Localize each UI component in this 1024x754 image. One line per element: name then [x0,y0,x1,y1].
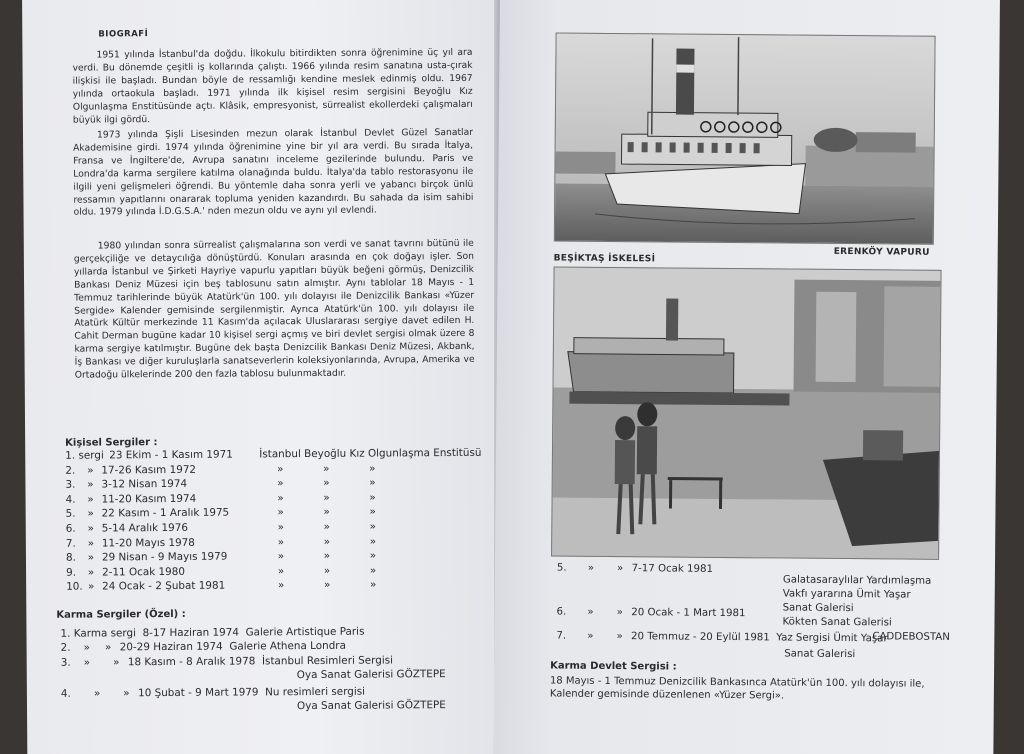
ditto-mark: » [323,579,331,592]
row-place: Nu resimleri sergisi [265,685,366,699]
personal-exhibition-row [65,477,377,491]
row-date: 8-17 Haziran 1974 [142,626,240,640]
row-date: 2-11 Ocak 1980 [102,565,186,579]
left-page [22,0,505,754]
ditto-mark: » [277,579,285,592]
ferry-photo-besiktas [551,266,942,559]
group-exhibitions-title: Karma Sergiler (Özel) : [56,608,186,621]
ditto-mark: » [369,578,377,591]
row-date: 24 Ocak - 2 Şubat 1981 [102,579,226,593]
caption-erenkoy-ferry: ERENKÖY VAPURU [833,246,930,258]
bio-paragraph-3: 1980 yılından sonra sürrealist çalışmalarına son verdi ve sanat tavrını bütünü ile gerçekçiliğe ve detaycılığa dönüştürdü. Konuları arasında en çok doğayı işler. Son yıllarda İstanbul ve Şirketi Hayriye vapurlu yapıtları büyük beğeni görmüş, Denizcilik Bankası Deniz Müzesi için beş tablosunu satın almıştır. Aynı tablolar 18 Mayıs - 1 Temmuz tarihlerinde büyük Atatürk'ün 100. yılı dolayısı ile Denizcilik Bankası «Yüzer Sergide» Kalender gemisinde sergilenmiştir. Ayrıca Atatürk'ün 100. yılı dolayısı ile Atatürk Kültür merkezinde 11 Kasım'da açılacak Uluslararası sergiye davet edilen H. Cahit Derman bugüne kadar 10 kişisel sergi açmış ve biri devlet sergisi olmak üzere 8 karma sergiye katılmıştır. Bugüne dek başta Denizcilik Bankası Deniz Müzesi, Akbank, İş Bankası ve diğer kuruluşlarla sanatseverlerin koleksiyonlarında, Avrupa, Amerika ve Ortadoğu ülkelerinde 200 den fazla tablosu bulunmaktadır. [73,237,475,381]
personal-exhibition-row [66,521,378,535]
row-number: 10. [66,580,83,594]
ditto-mark: » [323,535,331,548]
group-exhibition-place-line: Oya Sanat Galerisi GÖZTEPE [296,668,446,682]
ditto-mark: » [369,476,376,489]
row-date: 11-20 Kasım 1974 [101,492,197,506]
ditto-mark: » [277,491,284,505]
row-date: 7-17 Ocak 1981 [631,563,714,575]
ditto-mark: » [87,464,94,477]
row-number: 7. [65,537,76,550]
row-date: 23 Ekim - 1 Kasım 1971 [109,448,233,462]
ditto-mark: » [323,506,330,519]
row-number: 2. [65,464,76,477]
right-row-place: Galatasaraylılar Yardımlaşma [782,574,932,587]
ditto-mark: » [277,477,284,490]
row-date: 22 Kasım - 1 Aralık 1975 [101,506,230,520]
right-row-place: Kökten Sanat Galerisi [782,616,892,629]
right-exhibition-row [557,563,713,575]
personal-exhibition-row [66,535,378,549]
ditto-mark: » [87,522,94,535]
ditto-mark: » [323,462,330,475]
ditto-mark: » [369,535,377,548]
ditto-mark: » [277,462,284,475]
ditto-mark: » [87,580,95,593]
right-row-place: Sanat Galerisi [782,602,854,615]
state-exhibition-text: 18 Mayıs - 1 Temmuz Denizcilik Bankasınca Atatürk'ün 100. yılı dolayısı ile, Kalender gemisinde düzenlenen «Yüzer Sergi». [549,675,925,702]
ditto-mark: » [277,506,284,519]
personal-exhibition-row [66,550,378,564]
row-place: İstanbul Beyoğlu Kız Olgunlaşma Enstitüsü [259,446,482,461]
ditto-mark: » [87,493,94,506]
right-row-place: Vakfı yararına Ümit Yaşar [782,588,911,601]
ditto-mark: » [369,520,376,533]
row-number: 5. [65,508,76,521]
row-number: 9. [66,566,77,579]
ditto-mark: » [369,491,376,504]
personal-exhibition-row [66,579,378,593]
ferry-photo-erenkoy [554,32,936,244]
personal-exhibition-row [66,564,378,578]
ditto-mark: » [587,606,594,618]
group-exhibition-row [61,686,365,700]
right-exhibition-row [556,631,887,645]
personal-exhibition-row [65,462,377,476]
ditto-mark: » [369,564,377,577]
ditto-mark: » [123,687,130,700]
ditto-mark: » [616,607,623,619]
row-number: 7. [556,630,567,642]
row-number: 2. [60,641,71,654]
ditto-mark: » [277,564,285,578]
row-place: Galerie Athena Londra [229,639,346,653]
ditto-mark: » [369,549,377,562]
ditto-mark: » [87,537,95,550]
row-date: 18 Kasım - 8 Aralık 1978 [127,655,256,669]
row-number: 4. [65,493,76,506]
row-number: 3. [65,478,76,491]
row-date: 29 Nisan - 9 Mayıs 1979 [101,550,228,564]
ditto-mark: » [323,564,331,577]
ditto-mark: » [87,551,95,564]
row-date: 5-14 Aralık 1976 [101,521,188,535]
personal-exhibition-row [66,506,378,520]
group-exhibition-place-line: Oya Sanat Galerisi GÖZTEPE [296,699,446,713]
bio-paragraph-1: 1951 yılında İstanbul'da doğdu. İlkokulu bitirdikten sonra öğrenimine üç yıl ara verdi. Bu dönemde çeşitli iş kollarında çalıştı. 1966 yılında resim sanatına usta-çırak ilişkisi ile başladı. Bundan böyle de ressamlığı kendine meslek edinmiş oldu. 1967 yılında ortaokula başladı. 1971 yılında ilk kişisel resim sergisini Beyoğlu Kız Olgunlaşma Enstitüsünde açtı. Klâsik, empresyonist, sürrealist ekollerdeki çalışmaları büyük ilgi gördü. [72,46,473,126]
ditto-mark: » [369,462,376,475]
row-number: 3. [60,656,71,669]
row-date: 10 Şubat - 9 Mart 1979 [138,686,259,700]
personal-exhibition-row [65,447,481,462]
ditto-mark: » [323,491,330,504]
row-place: Yaz Sergisi Ümit Yaşar [776,632,888,645]
ditto-mark: » [323,520,330,533]
ditto-mark: » [616,631,623,643]
right-row-place: CADDEBOSTAN [872,631,950,643]
ditto-mark: » [87,566,95,579]
row-number: 1. Karma sergi [60,627,137,640]
pier-drawing [552,267,940,558]
row-number: 6. [65,522,76,535]
ditto-mark: » [93,687,101,700]
ditto-mark: » [369,505,376,518]
ditto-mark: » [587,630,594,642]
ditto-mark: » [87,507,94,520]
row-number: 4. [60,687,71,700]
right-exhibition-row [557,607,746,620]
ditto-mark: » [323,550,331,563]
row-date: 3-12 Nisan 1974 [101,478,188,491]
bio-paragraph-2: 1973 yılında Şişli Lisesinden mezun olarak İstanbul Devlet Güzel Sanatlar Akademisine girdi. 1974 yılında öğrenimine yine bir yıl ara verdi. Bu sırada İtalya, Fransa ve İngiltere'de, Avrupa sanatını inceleme gezilerinde bulundu. Paris ve Londra'da karma sergilere katılma olanağında buldu. İtalya'da tablo restorasyonu ile ilgili yeni gelişmeleri öğrendi. Bu yöntemle daha sonra yerli ve yabancı birçok ünlü ressamın yapıtlarını onararak topluma yeniden kazandırdı. Bu sahada da isim sahibi oldu. 1979 yılında İ.D.G.S.A.' nden mezun oldu ve aynı yıl evlendi. [73,126,474,219]
row-number: 6. [556,606,567,618]
personal-exhibition-row [66,491,378,505]
ditto-mark: » [587,562,595,574]
group-exhibition-row [60,626,364,640]
right-page [493,0,1000,754]
row-number: 8. [65,551,76,564]
ditto-mark: » [83,641,91,654]
ditto-mark: » [104,641,112,654]
personal-exhibitions-title: Kişisel Sergiler : [65,437,158,449]
ditto-mark: » [277,535,285,548]
row-date: 11-20 Mayıs 1978 [101,536,195,550]
group-exhibition-row [61,640,346,654]
caption-besiktas-pier: BEŞİKTAŞ İSKELESİ [553,253,656,265]
biography-heading: BIOGRAFİ [98,29,149,40]
ditto-mark: » [83,656,91,669]
group-exhibition-row [61,654,393,668]
row-number: 1. sergi [65,449,104,462]
right-row-place: Sanat Galerisi [784,648,856,661]
row-date: 20 Ocak - 1 Mart 1981 [631,607,746,620]
ditto-mark: » [323,477,330,490]
row-date: 17-26 Kasım 1972 [101,463,197,477]
row-place: İstanbul Resimleri Sergisi [261,654,394,668]
row-place: Galerie Artistique Paris [245,625,365,639]
ditto-mark: » [277,521,284,534]
ditto-mark: » [617,563,624,575]
row-date: 20-29 Haziran 1974 [119,640,223,654]
state-exhibition-title: Karma Devlet Sergisi : [550,660,677,673]
ditto-mark: » [113,656,120,669]
row-number: 5. [556,562,567,574]
ditto-mark: » [277,550,285,563]
ditto-mark: » [87,478,94,491]
ferry-drawing [555,33,935,243]
row-date: 20 Temmuz - 20 Eylül 1981 [631,631,770,644]
